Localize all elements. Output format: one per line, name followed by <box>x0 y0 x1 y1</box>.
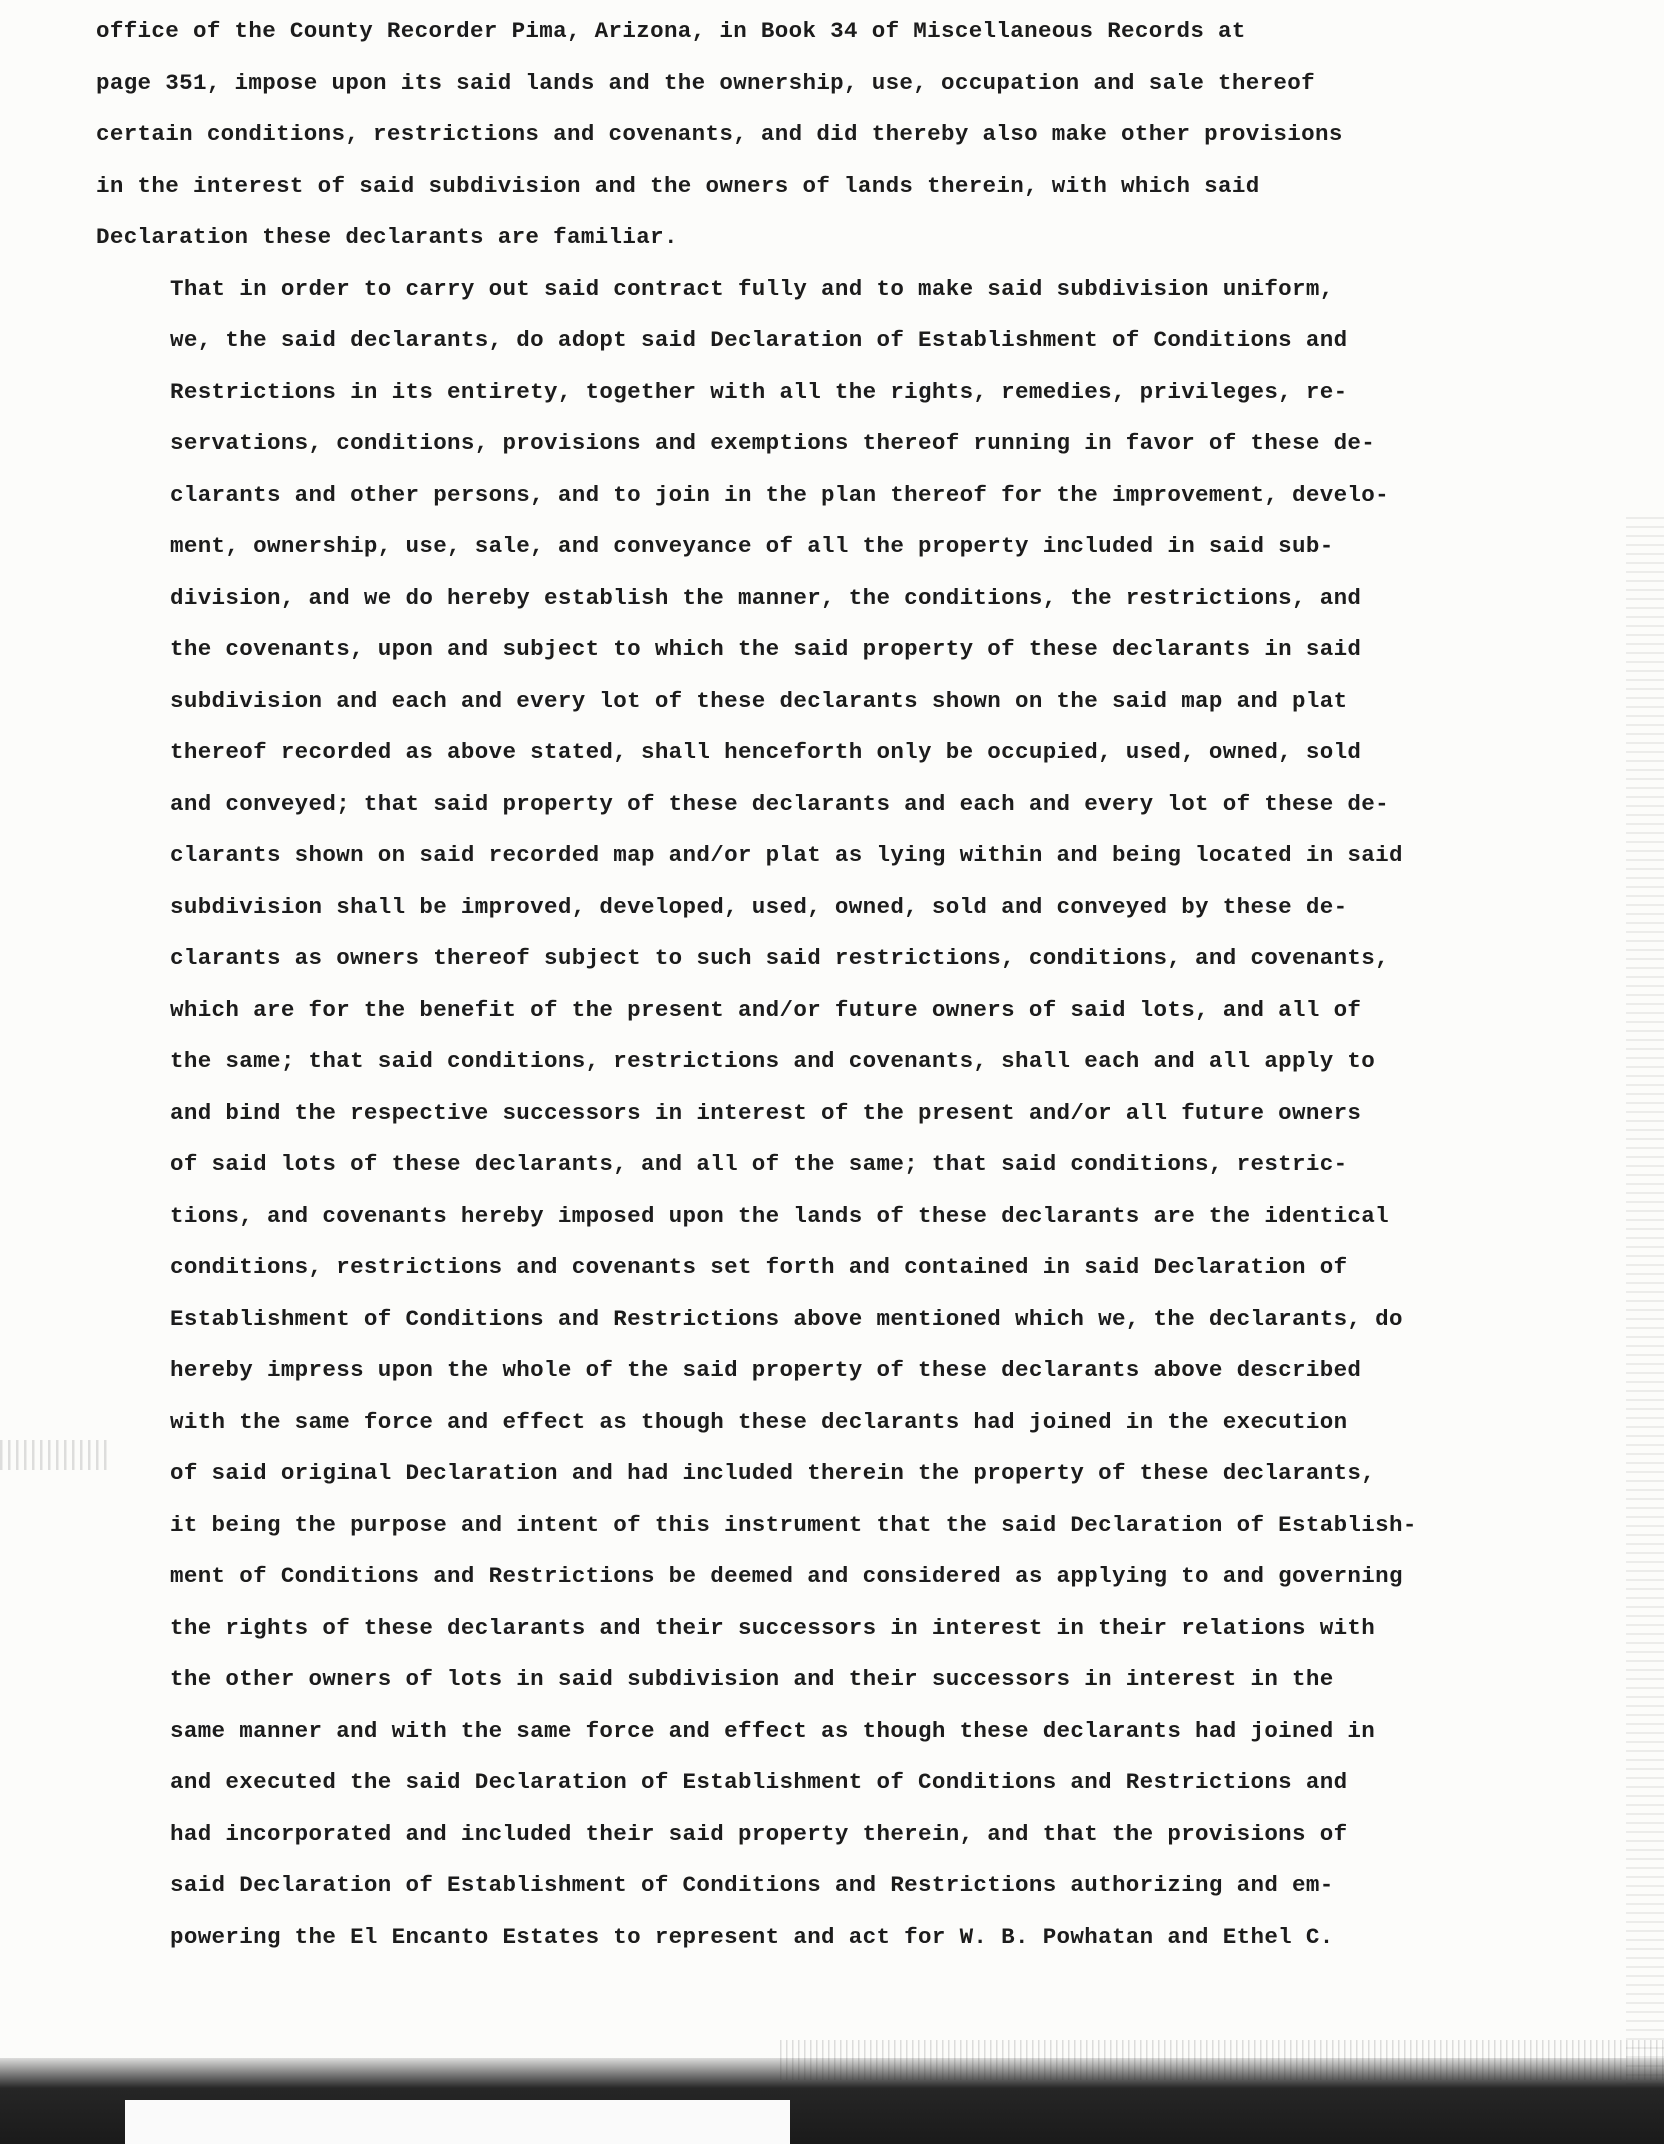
text-line: the rights of these declarants and their successors in interest in their relations with <box>170 1614 1376 1641</box>
text-line: the other owners of lots in said subdivision and their successors in interest in the <box>170 1666 1334 1692</box>
text-line: it being the purpose and intent of this instrument that the said Declaration of Establish- <box>170 1511 1417 1538</box>
text-line: and bind the respective successors in interest of the present and/or all future owners <box>170 1099 1362 1126</box>
text-line: ment of Conditions and Restrictions be deemed and considered as applying to and governing <box>170 1563 1403 1589</box>
text-line: powering the El Encanto Estates to represent and act for W. B. Powhatan and Ethel C. <box>170 1923 1334 1950</box>
text-line: clarants shown on said recorded map and/or plat as lying within and being located in said <box>170 842 1403 868</box>
text-line: same manner and with the same force and effect as though these declarants had joined in <box>170 1717 1376 1744</box>
text-line: of said original Declaration and had included therein the property of these declarants, <box>170 1460 1376 1486</box>
text-line: the covenants, upon and subject to which the said property of these declarants in said <box>170 636 1362 662</box>
text-line: certain conditions, restrictions and covenants, and did thereby also make other provisions <box>96 121 1343 147</box>
text-line: with the same force and effect as though these declarants had joined in the execution <box>170 1408 1348 1435</box>
text-line: office of the County Recorder Pima, Arizona, in Book 34 of Miscellaneous Records at <box>96 18 1246 44</box>
text-line: tions, and covenants hereby imposed upon the lands of these declarants are the identical <box>170 1202 1389 1229</box>
scan-edge-artifact-left <box>0 1440 110 1470</box>
text-line: and executed the said Declaration of Establishment of Conditions and Restrictions and <box>170 1769 1348 1795</box>
text-line: division, and we do hereby establish the manner, the conditions, the restrictions, and <box>170 584 1362 611</box>
text-line: the same; that said conditions, restrictions and covenants, shall each and all apply to <box>170 1048 1376 1074</box>
scan-edge-artifact-right <box>1626 510 1664 2090</box>
text-line: clarants as owners thereof subject to such said restrictions, conditions, and covenants, <box>170 945 1389 971</box>
text-line: hereby impress upon the whole of the said property of these declarants above described <box>170 1357 1362 1383</box>
text-line: Establishment of Conditions and Restrictions above mentioned which we, the declarants, do <box>170 1305 1403 1332</box>
text-line: of said lots of these declarants, and all of the same; that said conditions, restric- <box>170 1151 1348 1177</box>
text-line: which are for the benefit of the present and/or future owners of said lots, and all of <box>170 996 1362 1023</box>
document-body <box>96 6 1556 1963</box>
text-line: clarants and other persons, and to join in the plan thereof for the improvement, develo- <box>170 481 1389 508</box>
text-line: subdivision shall be improved, developed, used, owned, sold and conveyed by these de- <box>170 893 1348 920</box>
text-line: That in order to carry out said contract fully and to make said subdivision uniform, <box>170 275 1334 302</box>
text-line: servations, conditions, provisions and exemptions thereof running in favor of these de- <box>170 430 1376 456</box>
text-line: thereof recorded as above stated, shall henceforth only be occupied, used, owned, sold <box>170 739 1362 765</box>
text-line: Declaration these declarants are familiar. <box>96 224 678 250</box>
text-line: Restrictions in its entirety, together with all the rights, remedies, privileges, re- <box>170 378 1348 405</box>
paragraph-2 <box>96 264 1556 1964</box>
text-line: we, the said declarants, do adopt said Declaration of Establishment of Conditions and <box>170 327 1348 353</box>
text-line: had incorporated and included their said property therein, and that the provisions of <box>170 1820 1348 1847</box>
text-line: said Declaration of Establishment of Conditions and Restrictions authorizing and em- <box>170 1872 1334 1898</box>
paragraph-1 <box>96 6 1556 264</box>
text-line: subdivision and each and every lot of these declarants shown on the said map and plat <box>170 687 1348 714</box>
text-line: conditions, restrictions and covenants set forth and contained in said Declaration of <box>170 1254 1348 1280</box>
scan-bottom-paper-strip <box>125 2100 790 2144</box>
text-line: and conveyed; that said property of these declarants and each and every lot of these de- <box>170 790 1389 817</box>
text-line: page 351, impose upon its said lands and the ownership, use, occupation and sale thereof <box>96 69 1315 96</box>
text-line: ment, ownership, use, sale, and conveyance of all the property included in said sub- <box>170 533 1334 559</box>
text-line: in the interest of said subdivision and the owners of lands therein, with which said <box>96 172 1260 199</box>
